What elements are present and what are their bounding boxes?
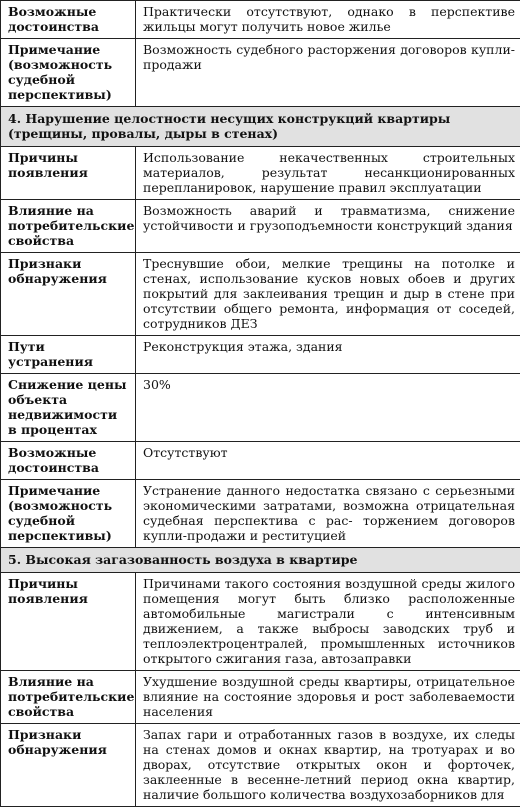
row-label: Примечание (возможность судебной перспективы) <box>1 39 136 107</box>
row-label: Снижение цены объекта недвижимости в процентах <box>1 374 136 442</box>
table-row <box>1 39 520 107</box>
table-row <box>1 671 520 724</box>
row-value: Использование некачественных строительных материалов, результат несанкционированных перепланировок, нарушение правил эксплуатации <box>136 147 520 200</box>
section-header-row <box>1 548 520 573</box>
row-value: Устранение данного недостатка связано с серьезными экономическими затратами, возможна отрицательная судебная перспектива с рас- торжением договоров купли-продажи и реституцией <box>136 480 520 548</box>
row-value: Причинами такого состояния воздушной среды жилого помещения могут быть близко расположенные автомобильные магистрали с интенсивным движением, а также выбросы заводских труб и теплоэлектроцентралей, промышленных источников открытого сжигания газа, автозаправки <box>136 573 520 671</box>
table-body <box>1 1 520 807</box>
table-row <box>1 253 520 336</box>
row-value: Запах гари и отработанных газов в воздухе, их следы на стенах домов и окнах квартир, на тротуарах и во дворах, отсутствие открытых окон и форточек, заклеенные в весенне-летний период окна квартир, наличие большого количества воздухозаборников для <box>136 724 520 807</box>
section-header-row <box>1 107 520 147</box>
table-row <box>1 573 520 671</box>
row-label: Причины появления <box>1 147 136 200</box>
row-label: Возможные достоинства <box>1 1 136 39</box>
row-label: Признаки обнаружения <box>1 724 136 807</box>
table-row <box>1 147 520 200</box>
row-label: Причины появления <box>1 573 136 671</box>
row-value: Возможность судебного расторжения договоров купли-продажи <box>136 39 520 107</box>
table-row <box>1 724 520 807</box>
row-label: Влияние на потребительские свойства <box>1 671 136 724</box>
row-value: Практически отсутствуют, однако в перспективе жильцы могут получить новое жилье <box>136 1 520 39</box>
row-label: Пути устранения <box>1 336 136 374</box>
table-row <box>1 200 520 253</box>
section-title: 4. Нарушение целостности несущих конструкций квартиры (трещины, провалы, дыры в стенах) <box>1 107 520 147</box>
row-value: 30% <box>136 374 520 442</box>
row-value: Реконструкция этажа, здания <box>136 336 520 374</box>
table-row <box>1 374 520 442</box>
row-label: Возможные достоинства <box>1 442 136 480</box>
row-label: Признаки обнаружения <box>1 253 136 336</box>
row-value: Ухудшение воздушной среды квартиры, отрицательное влияние на состояние здоровья и рост заболеваемости населения <box>136 671 520 724</box>
table-row <box>1 480 520 548</box>
row-label: Влияние на потребительские свойства <box>1 200 136 253</box>
table-row <box>1 336 520 374</box>
table-row <box>1 442 520 480</box>
section-title: 5. Высокая загазованность воздуха в квартире <box>1 548 520 573</box>
row-value: Треснувшие обои, мелкие трещины на потолке и стенах, использование кусков новых обоев и других покрытий для заклеивания трещин и дыр в стене при отсутствии общего ремонта, информация от соседей, сотрудников ДЕЗ <box>136 253 520 336</box>
row-value: Отсутствуют <box>136 442 520 480</box>
row-label: Примечание (возможность судебной перспективы) <box>1 480 136 548</box>
table-row <box>1 1 520 39</box>
row-value: Возможность аварий и травматизма, снижение устойчивости и грузоподъемности конструкций здания <box>136 200 520 253</box>
